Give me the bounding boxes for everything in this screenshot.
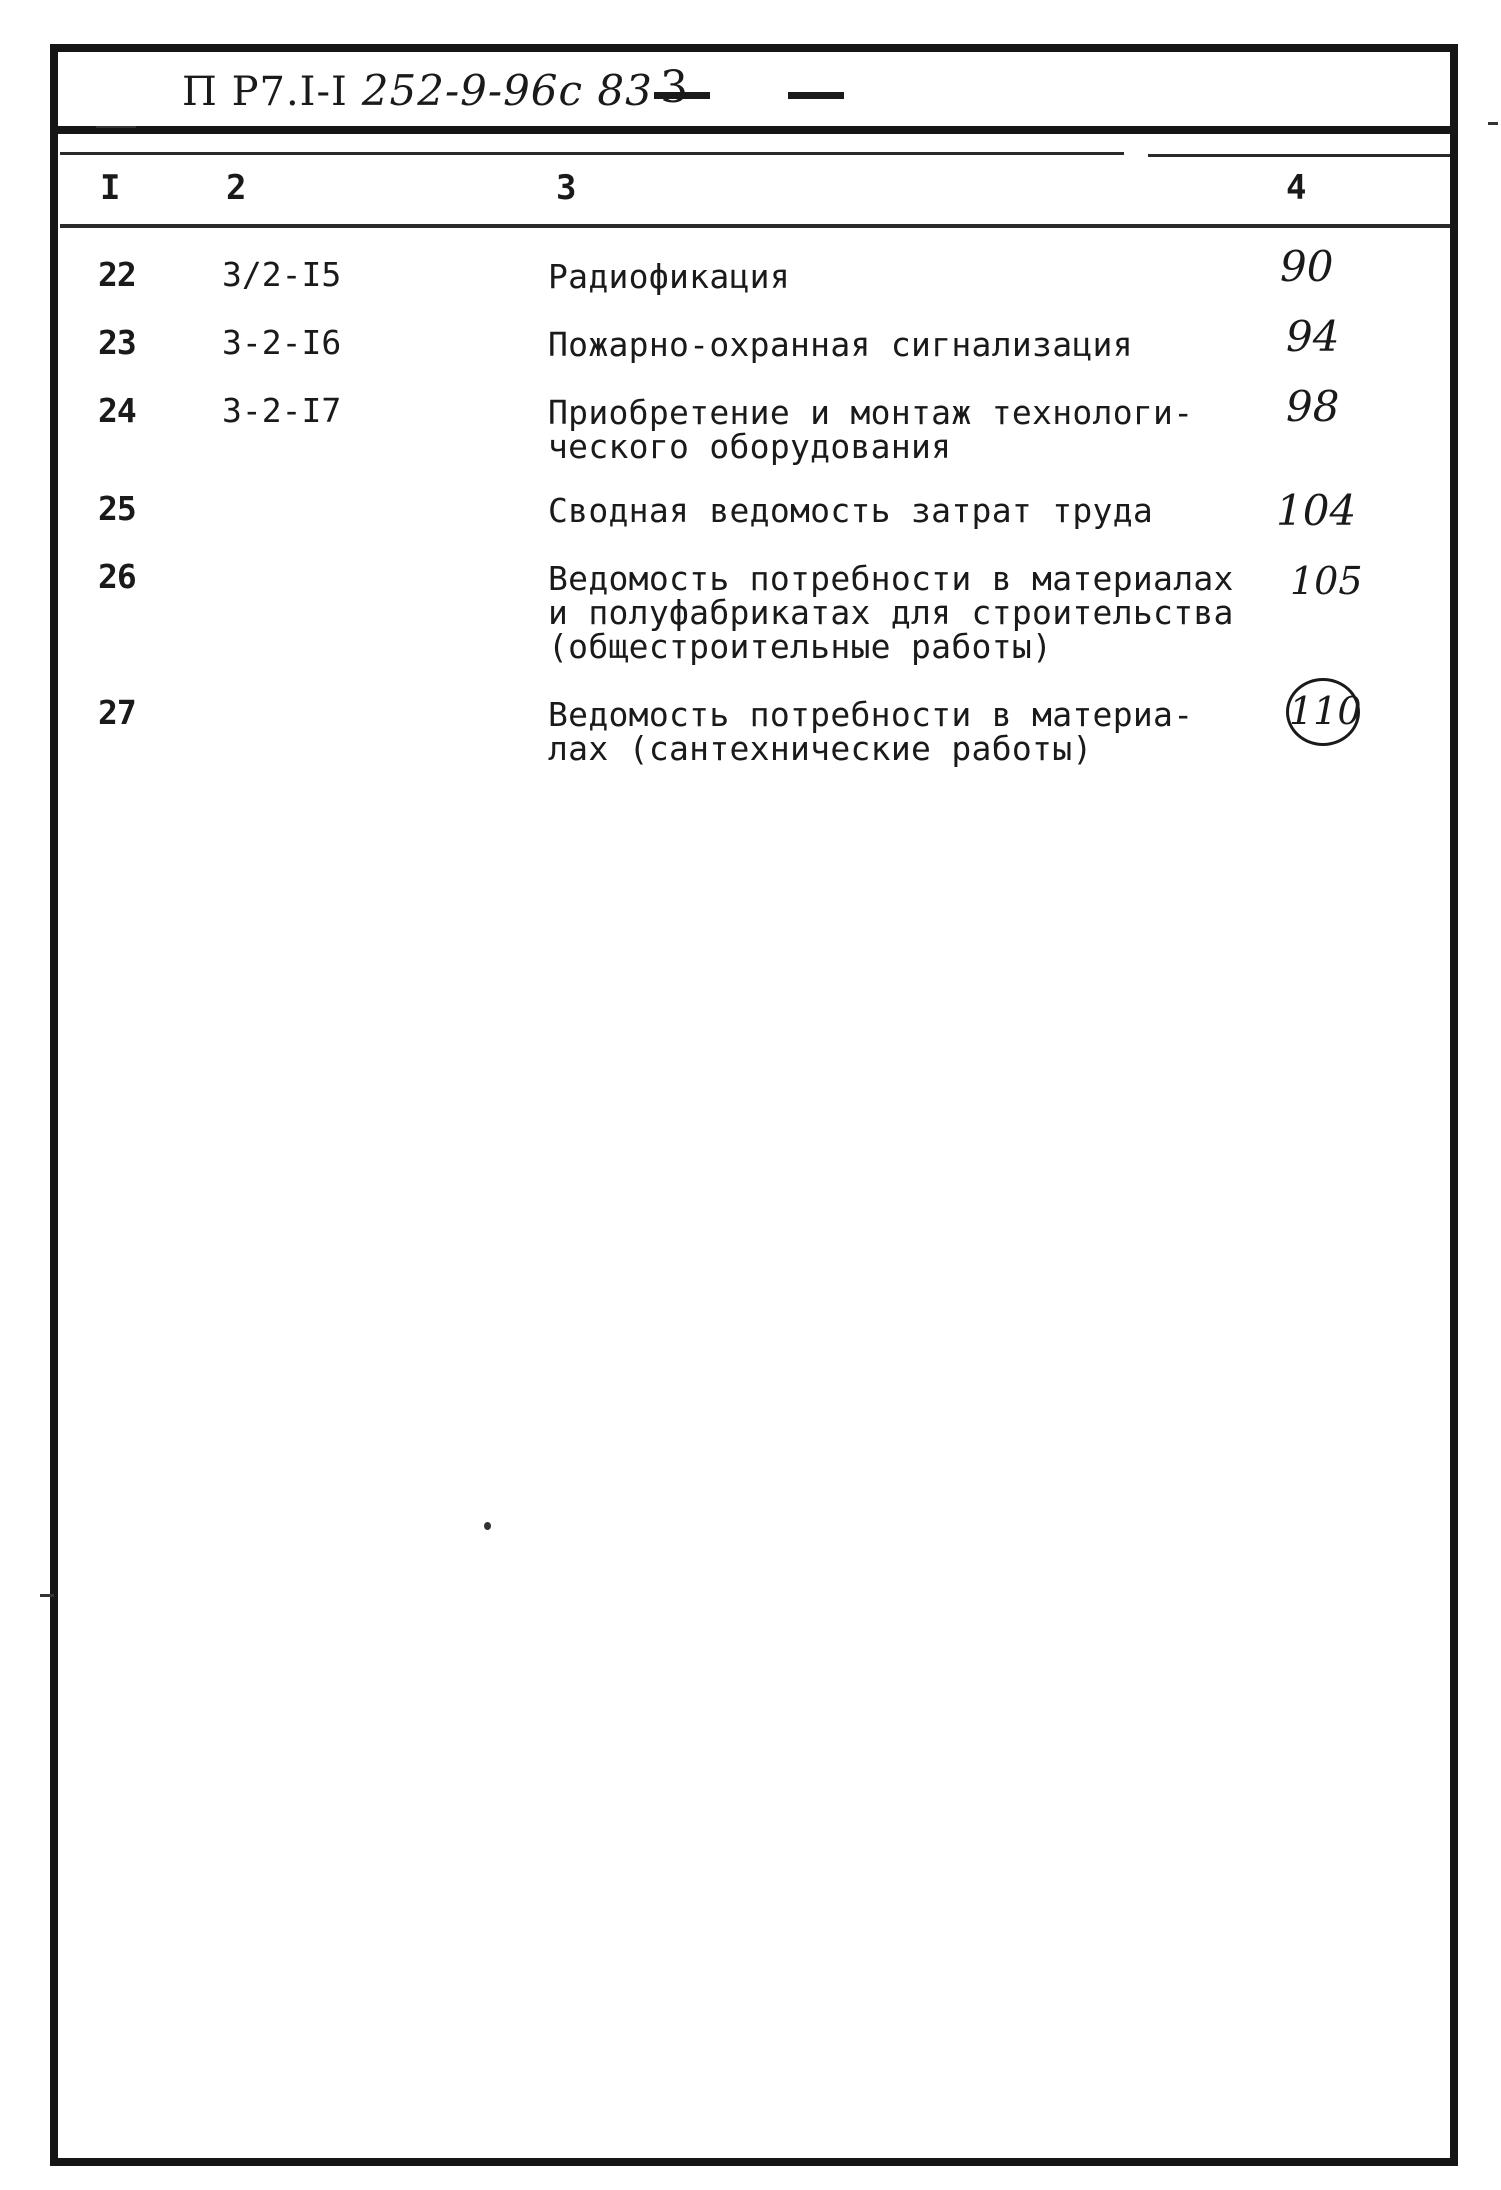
row-26-page: 105 (1290, 559, 1363, 603)
row-22-number: 22 (98, 255, 136, 294)
row-24-number: 24 (98, 391, 136, 430)
row-24-description: Приобретение и монтаж технологи- ческого оборудования (548, 393, 1194, 466)
row-23-number: 23 (98, 323, 136, 362)
row-23-page: 94 (1286, 312, 1340, 361)
page-number: 3 (660, 62, 688, 113)
column-header-4: 4 (1286, 168, 1307, 208)
scan-mark (1488, 122, 1498, 125)
row-25-description: Сводная ведомость затрат труда (548, 491, 1154, 530)
row-27-page: 110 (1286, 678, 1360, 746)
column-header-3: 3 (556, 168, 577, 208)
row-23-code: 3-2-I6 (222, 323, 342, 362)
document-code-handwritten: 252-9-96с 83 (361, 66, 653, 115)
table-top-rule-right (1148, 154, 1450, 157)
document-code-typed: П Р7.I-I (182, 69, 348, 115)
column-header-1: I (100, 168, 121, 208)
row-25-page: 104 (1276, 486, 1357, 535)
row-27-page-circled (1286, 678, 1360, 746)
row-26-description: Ведомость потребности в материалах и полуфабрикатах для строительства (общестроительные работы) (548, 559, 1234, 666)
row-25-number: 25 (98, 489, 136, 528)
scan-speck (484, 1522, 491, 1530)
row-24-page: 98 (1286, 382, 1340, 431)
row-24-code: 3-2-I7 (222, 391, 342, 430)
table-header-rule (60, 224, 1450, 228)
page-number-dash-right (788, 92, 844, 99)
scan-mark (40, 1594, 54, 1597)
row-22-page: 90 (1280, 242, 1334, 291)
row-22-code: 3/2-I5 (222, 255, 342, 294)
table-top-rule (60, 152, 1124, 155)
row-27-description: Ведомость потребности в материа- лах (сантехнические работы) (548, 695, 1194, 768)
document-code (182, 66, 653, 115)
row-22-description: Радиофикация (548, 257, 791, 296)
column-header-2: 2 (226, 168, 247, 208)
row-27-number: 27 (98, 693, 136, 732)
header-band (58, 52, 1450, 134)
scan-mark (96, 126, 136, 128)
row-23-description: Пожарно-охранная сигнализация (548, 325, 1133, 364)
row-26-number: 26 (98, 557, 136, 596)
